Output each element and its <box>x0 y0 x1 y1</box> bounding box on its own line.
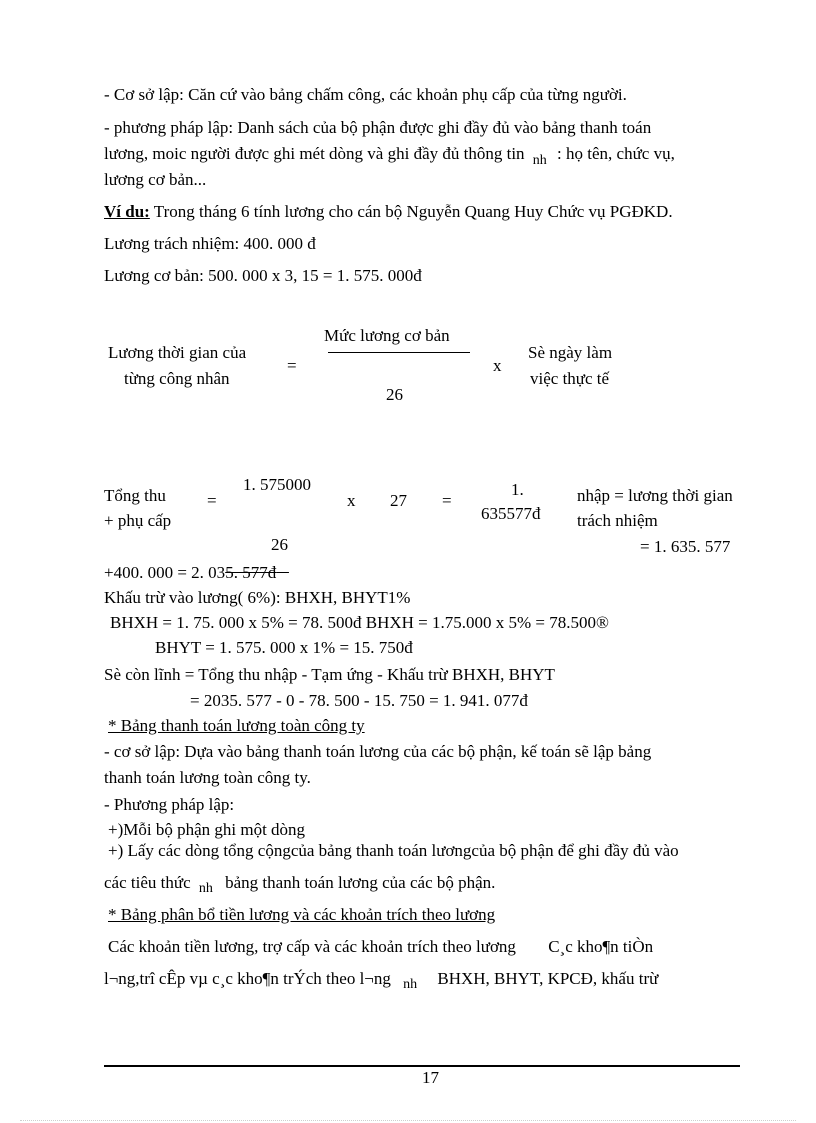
pp-item-2: +) Lấy các dòng tổng cộngcủa bảng thanh toán lươngcủa bộ phận để ghi đầy đủ vào <box>108 841 679 860</box>
page-edge-dotted-line <box>20 1120 796 1121</box>
cs-lap-line1: - cơ sở lập: Dựa vào bảng thanh toán lương của các bộ phận, kế toán sẽ lập bảng <box>104 742 652 761</box>
fraction-bar <box>328 352 470 353</box>
heading-bang-thanh-toan: * Bảng thanh toán lương toàn công ty <box>108 716 365 735</box>
paragraph-phuong-phap-lap-line3: lương cơ bản... <box>104 170 207 189</box>
luong-trach-nhiem: Lương trách nhiệm: 400. 000 đ <box>104 234 316 253</box>
khau-tru-line: Khấu trừ vào lương( 6%): BHXH, BHYT1% <box>104 588 411 607</box>
phan-bo-line1: Các khoản tiền lương, trợ cấp và các khoản trích theo lương C¸c kho¶n tiÒn <box>108 937 654 956</box>
heading-phan-bo: * Bảng phân bổ tiền lương và các khoản trích theo lương <box>108 905 496 924</box>
pp-item-1: +)Mỗi bộ phận ghi một dòng <box>108 820 306 839</box>
bhyt-line: BHYT = 1. 575. 000 x 1% = 15. 750đ <box>155 638 413 657</box>
page-number: 17 <box>422 1068 439 1087</box>
so-con-linh-line: Sè còn lĩnh = Tổng thu nhập - Tạm ứng - Khấu trừ BHXH, BHYT <box>104 665 555 684</box>
phan-bo-line2: l¬ng,trî cÊp vµ c¸c kho¶n trÝch theo l¬ng $_{nh}$ BHXH, BHYT, KPCĐ, khấu trừ <box>104 969 659 992</box>
pp-lap-line: - Phương pháp lập: <box>104 795 235 814</box>
total-line: +400. 000 = 2. 035. 577đ <box>104 563 277 582</box>
footer-rule <box>104 1065 740 1067</box>
example-line: Ví du: Trong tháng 6 tính lương cho cán bộ Nguyễn Quang Huy Chức vụ PGĐKD. <box>104 202 673 221</box>
paragraph-phuong-phap-lap: - phương pháp lập: Danh sách của bộ phận được ghi đầy đủ vào bảng thanh toán <box>104 118 652 137</box>
bhxh-line: BHXH = 1. 75. 000 x 5% = 78. 500đ BHXH = 1.75.000 x 5% = 78.500® <box>110 613 609 632</box>
pp-item-2-cont: các tiêu thức $_{nh}$ bảng thanh toán lương của các bộ phận. <box>104 873 496 896</box>
paragraph-co-so-lap: - Cơ sở lập: Căn cứ vào bảng chấm công, các khoản phụ cấp của từng người. <box>104 85 627 104</box>
paragraph-phuong-phap-lap-line2: lương, moic người được ghi mét dòng và ghi đầy đủ thông tin $_{nh}$ : họ tên, chức vụ, <box>104 144 675 168</box>
cs-lap-line2: thanh toán lương toàn công ty. <box>104 768 311 787</box>
luong-co-ban: Lương cơ bản: 500. 000 x 3, 15 = 1. 575. 000đ <box>104 266 422 285</box>
so-con-linh-calc: = 2035. 577 - 0 - 78. 500 - 15. 750 = 1. 941. 077đ <box>190 691 528 710</box>
